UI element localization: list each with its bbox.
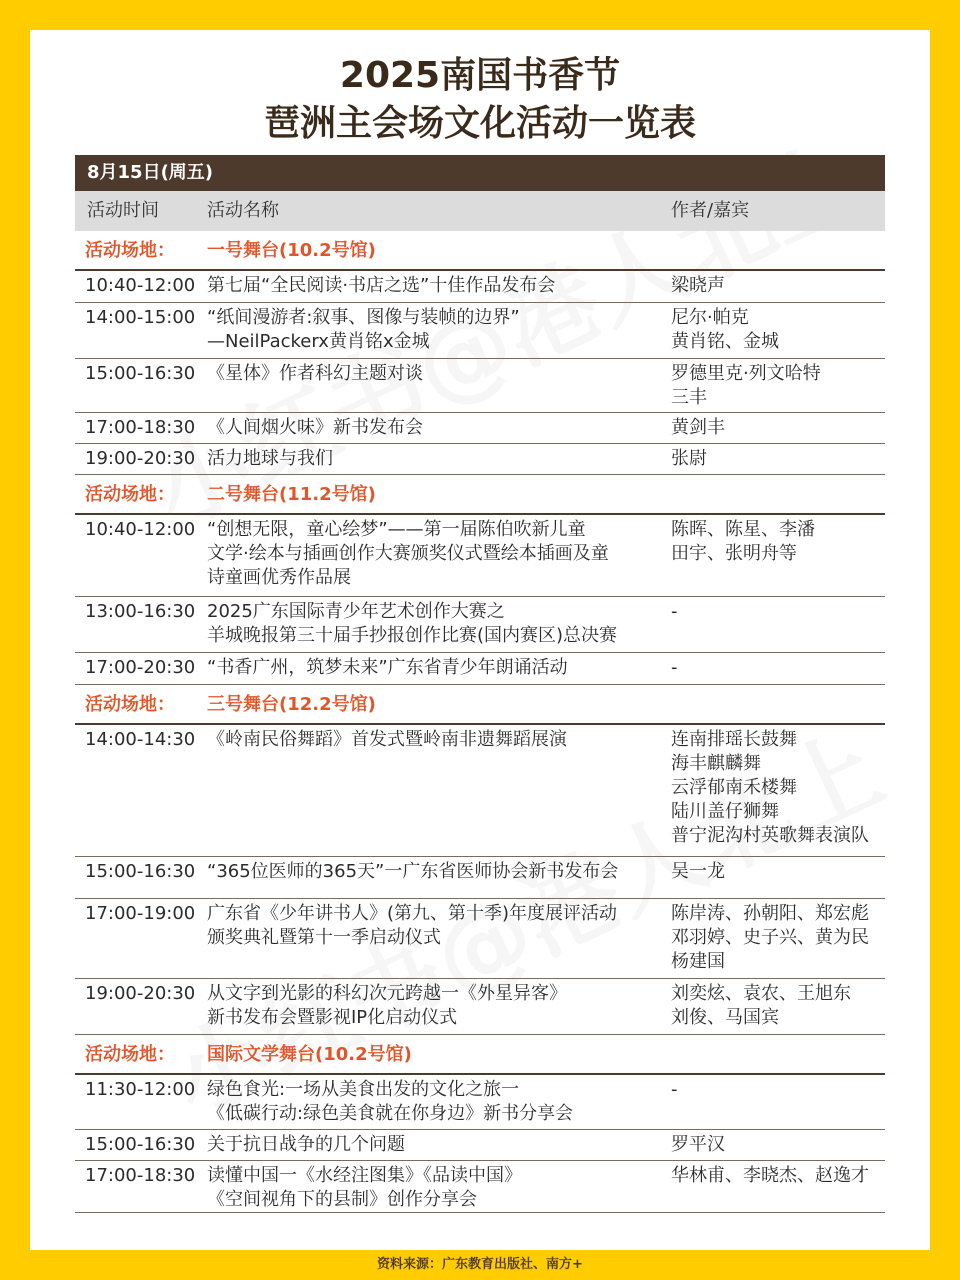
activity-time: 17:00-20:30	[85, 657, 196, 678]
activity-name	[207, 416, 667, 440]
guest-line: 黄剑丰	[671, 417, 725, 438]
activity-name-line: 新书发布会暨影视IP化启动仪式	[207, 1007, 458, 1028]
activity-guest	[671, 600, 885, 624]
table-row	[75, 597, 885, 653]
table-row	[75, 899, 885, 979]
venue-label: 活动场地：	[85, 694, 175, 715]
schedule-table	[75, 155, 885, 1213]
page-subtitle: 琶洲主会场文化活动一览表	[263, 103, 696, 144]
activity-name	[207, 656, 667, 680]
guest-line: 张尉	[671, 448, 707, 469]
guest-line: 尼尔·帕克	[671, 307, 749, 328]
venue-label: 活动场地：	[85, 240, 175, 261]
activity-time: 13:00-16:30	[85, 601, 196, 622]
guest-line: 吴一龙	[671, 861, 725, 882]
activity-guest	[671, 902, 885, 974]
header-guest: 作者/嘉宾	[671, 200, 750, 221]
activity-guest	[671, 1078, 885, 1102]
activity-time: 19:00-20:30	[85, 983, 196, 1004]
activity-time: 17:00-18:30	[85, 417, 196, 438]
activity-time: 15:00-16:30	[85, 861, 196, 882]
guest-line: 陆川盖仔狮舞	[671, 801, 779, 822]
table-row	[75, 653, 885, 685]
activity-time: 15:00-16:30	[85, 363, 196, 384]
table-row	[75, 979, 885, 1035]
venue-row	[75, 1035, 885, 1075]
activity-name	[207, 982, 667, 1030]
activity-name	[207, 274, 667, 298]
table-row	[75, 1130, 885, 1161]
activity-guest	[671, 306, 885, 354]
venue-row	[75, 685, 885, 725]
guest-line: 刘奕炫、袁农、王旭东	[671, 983, 851, 1004]
activity-time: 11:30-12:00	[85, 1079, 196, 1100]
activity-name-line: “365位医师的365天”一广东省医师协会新书发布会	[207, 861, 619, 882]
activity-guest	[671, 982, 885, 1030]
guest-line: 梁晓声	[671, 275, 725, 296]
table-row	[75, 444, 885, 475]
venue-label: 活动场地：	[85, 484, 175, 505]
activity-guest	[671, 447, 885, 471]
activity-name	[207, 600, 667, 648]
activity-time: 17:00-18:30	[85, 1165, 196, 1186]
activity-guest	[671, 656, 885, 680]
guest-line: -	[671, 601, 678, 622]
guest-line: 华林甫、李晓杰、赵逸才	[671, 1165, 869, 1186]
activity-name	[207, 362, 667, 386]
guest-line: 罗德里克·列文哈特	[671, 363, 821, 384]
table-row	[75, 1075, 885, 1130]
venue-row	[75, 475, 885, 515]
guest-line: 三丰	[671, 387, 707, 408]
activity-guest	[671, 860, 885, 884]
source-footer: 资料来源：广东教育出版社、南方+	[377, 1257, 583, 1272]
activity-name-line: 关于抗日战争的几个问题	[207, 1134, 405, 1155]
activity-name-line: “创想无限，童心绘梦”——第一届陈伯吹新儿童	[207, 519, 586, 540]
guest-line: 田宇、张明舟等	[671, 543, 797, 564]
activity-name	[207, 1133, 667, 1157]
table-row	[75, 271, 885, 303]
activity-time: 15:00-16:30	[85, 1134, 196, 1155]
activity-name-line: 颁奖典礼暨第十一季启动仪式	[207, 927, 441, 948]
venue-name: 二号舞台(11.2号馆)	[207, 484, 376, 505]
activity-name-line: 诗童画优秀作品展	[207, 567, 351, 588]
activity-name-line: “书香广州，筑梦未来”广东省青少年朗诵活动	[207, 657, 568, 678]
header-name: 活动名称	[207, 200, 279, 221]
schedule-card	[30, 30, 930, 1250]
activity-name-line: 《人间烟火味》新书发布会	[207, 417, 423, 438]
activity-name-line: 从文字到光影的科幻次元跨越一《外星异客》	[207, 983, 567, 1004]
header-time: 活动时间	[87, 200, 159, 221]
venue-name: 国际文学舞台(10.2号馆)	[207, 1044, 412, 1065]
guest-line: 普宁泥沟村英歌舞表演队	[671, 825, 869, 846]
activity-time: 14:00-15:00	[85, 307, 196, 328]
activity-name	[207, 447, 667, 471]
activity-time: 10:40-12:00	[85, 275, 196, 296]
activity-name-line: 2025广东国际青少年艺术创作大赛之	[207, 601, 505, 622]
activity-guest	[671, 416, 885, 440]
activity-guest	[671, 728, 885, 848]
activity-guest	[671, 1164, 885, 1188]
activity-name-line: “纸间漫游者:叙事、图像与装帧的边界”	[207, 307, 520, 328]
activity-name-line: 读懂中国一《水经注图集》《品读中国》	[207, 1165, 522, 1186]
activity-guest	[671, 362, 885, 410]
activity-name-line: 第七届“全民阅读·书店之选”十佳作品发布会	[207, 275, 556, 296]
table-row	[75, 413, 885, 444]
guest-line: 杨建国	[671, 951, 725, 972]
activity-name-line: 活力地球与我们	[207, 448, 333, 469]
table-row	[75, 303, 885, 359]
guest-line: 陈晖、陈星、李潘	[671, 519, 815, 540]
venue-row	[75, 231, 885, 271]
venue-name: 三号舞台(12.2号馆)	[207, 694, 376, 715]
activity-name	[207, 860, 667, 884]
activity-name-line: 《岭南民俗舞蹈》首发式暨岭南非遗舞蹈展演	[207, 729, 567, 750]
activity-guest	[671, 518, 885, 566]
activity-name-line: 《低碳行动:绿色美食就在你身边》新书分享会	[207, 1103, 574, 1124]
activity-name	[207, 1078, 667, 1126]
guest-line: 邓羽婷、史子兴、黄为民	[671, 927, 869, 948]
venue-name: 一号舞台(10.2号馆)	[207, 240, 376, 261]
table-row	[75, 1161, 885, 1213]
activity-name	[207, 306, 667, 354]
table-row	[75, 515, 885, 597]
guest-line: 海丰麒麟舞	[671, 753, 761, 774]
activity-time: 14:00-14:30	[85, 729, 196, 750]
guest-line: 云浮郁南禾楼舞	[671, 777, 797, 798]
activity-time: 17:00-19:00	[85, 903, 196, 924]
venue-label: 活动场地：	[85, 1044, 175, 1065]
table-row	[75, 359, 885, 413]
guest-line: 陈岸涛、孙朝阳、郑宏彪	[671, 903, 869, 924]
guest-line: 黄肖铭、金城	[671, 331, 779, 352]
table-body	[75, 231, 885, 1213]
page-title: 2025南国书香节	[339, 55, 621, 96]
activity-name-line: 羊城晚报第三十届手抄报创作比赛(国内赛区)总决赛	[207, 625, 618, 646]
guest-line: 刘俊、马国宾	[671, 1007, 779, 1028]
column-headers	[75, 191, 885, 231]
guest-line: -	[671, 657, 678, 678]
activity-name	[207, 728, 667, 752]
activity-time: 10:40-12:00	[85, 519, 196, 540]
activity-name-line: 《空间视角下的县制》创作分享会	[207, 1189, 477, 1210]
activity-name-line: —NeilPackerx黄肖铭x金城	[207, 331, 430, 352]
activity-name-line: 绿色食光:一场从美食出发的文化之旅一	[207, 1079, 520, 1100]
activity-name-line: 文学·绘本与插画创作大赛颁奖仪式暨绘本插画及童	[207, 543, 609, 564]
guest-line: 罗平汉	[671, 1134, 725, 1155]
guest-line: -	[671, 1079, 678, 1100]
activity-name	[207, 1164, 667, 1212]
activity-guest	[671, 1133, 885, 1157]
date-bar: 8月15日(周五)	[75, 155, 885, 191]
activity-time: 19:00-20:30	[85, 448, 196, 469]
activity-name-line: 广东省《少年讲书人》(第九、第十季)年度展评活动	[207, 903, 618, 924]
activity-name	[207, 902, 667, 950]
table-row	[75, 725, 885, 857]
activity-guest	[671, 274, 885, 298]
activity-name-line: 《星体》作者科幻主题对谈	[207, 363, 423, 384]
guest-line: 连南排瑶长鼓舞	[671, 729, 797, 750]
activity-name	[207, 518, 667, 590]
table-row	[75, 857, 885, 899]
